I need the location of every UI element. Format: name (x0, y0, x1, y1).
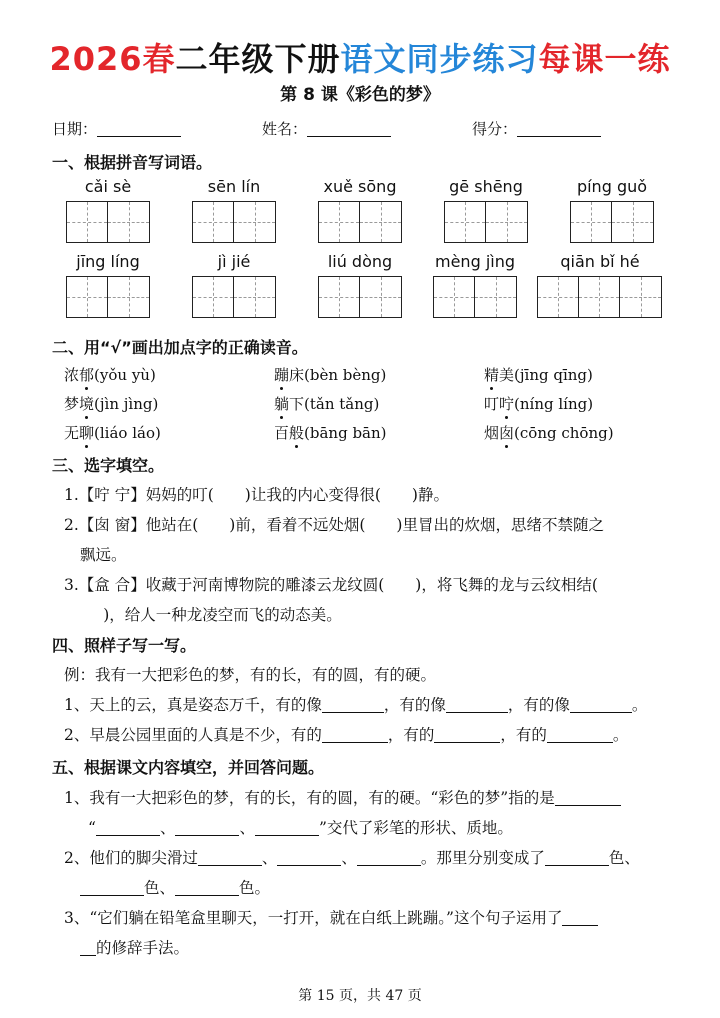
date-blank[interactable] (97, 120, 181, 137)
pinyin-label: qiān bǐ hé (560, 252, 640, 271)
pinyin-options[interactable]: (jīng qīng) (514, 366, 593, 384)
dotted-char: 精 (484, 366, 500, 384)
score-blank[interactable] (517, 120, 601, 137)
pinyin-options[interactable]: (yǒu yù) (94, 366, 156, 384)
answer-blank[interactable] (175, 879, 239, 896)
answer-blank[interactable] (547, 726, 613, 743)
dotted-char: 躺 (274, 395, 290, 413)
reading-item[interactable]: 梦境(jìn jìng) (64, 395, 159, 413)
reading-item[interactable]: 躺下(tǎn tǎng) (274, 395, 380, 413)
fill-question[interactable]: 1.【咛 宁】妈妈的叮( )让我的内心变得很( )静。 (64, 486, 449, 504)
dotted-char: 聊 (79, 424, 95, 442)
writing-grid[interactable] (444, 201, 528, 243)
answer-blank[interactable] (96, 819, 160, 836)
dotted-char: 般 (289, 424, 305, 442)
answer-blank[interactable] (357, 849, 421, 866)
section-2-title: 二、用“√”画出加点字的正确读音。 (52, 338, 308, 357)
reading-item[interactable]: 蹦床(bèn bèng) (274, 366, 387, 384)
pinyin-label: jīng líng (76, 252, 140, 271)
name-label: 姓名： (262, 120, 308, 138)
writing-grid[interactable] (318, 201, 402, 243)
dotted-char: 囱 (499, 424, 515, 442)
reading-item[interactable]: 烟囱(cōng chōng) (484, 424, 614, 442)
section-1-title: 一、根据拼音写词语。 (52, 153, 213, 172)
reading-question[interactable]: 2、他们的脚尖滑过 、 、 。那里分别变成了 色、 (64, 849, 640, 867)
reading-item[interactable]: 叮咛(níng líng) (484, 395, 594, 413)
pinyin-label: xuě sōng (323, 177, 397, 196)
page-number: 第 15 页，共 47 页 (298, 988, 422, 1004)
answer-blank[interactable] (570, 696, 632, 713)
reading-question-cont[interactable]: 色、 色。 (80, 876, 270, 898)
pinyin-options[interactable]: (tǎn tǎng) (304, 395, 380, 413)
char-choice: 【咛 宁】 (78, 486, 146, 504)
char-choice: 【盒 合】 (78, 576, 146, 594)
dotted-char: 境 (79, 395, 95, 413)
reading-item[interactable]: 百般(bāng bān) (274, 424, 387, 442)
answer-blank[interactable] (322, 726, 388, 743)
example-sentence: 例：我有一大把彩色的梦，有的长，有的圆，有的硬。 (64, 666, 437, 684)
reading-question[interactable]: 3、“它们躺在铅笔盒里聊天，一打开，就在白纸上跳蹦。”这个句子运用了 (64, 906, 598, 928)
pinyin-options[interactable]: (bāng bān) (304, 424, 387, 442)
pinyin-options[interactable]: (jìn jìng) (94, 395, 159, 413)
title-subject: 语文同步练习 (340, 40, 539, 78)
dotted-char: 蹦 (274, 366, 290, 384)
title-daily: 每课一练 (538, 40, 671, 78)
fill-question-cont: 飘远。 (80, 546, 127, 564)
reading-question-cont[interactable]: “ 、 、 ”交代了彩笔的形状、质地。 (88, 819, 513, 837)
section-4-title: 四、照样子写一写。 (52, 636, 197, 655)
answer-blank[interactable] (80, 939, 96, 956)
date-field[interactable] (52, 118, 181, 139)
date-label: 日期： (52, 120, 98, 138)
writing-grid[interactable] (537, 276, 662, 318)
pinyin-label: gē shēng (449, 177, 523, 196)
char-choice: 【囱 窗】 (78, 516, 146, 534)
writing-grid[interactable] (192, 201, 276, 243)
fill-question[interactable]: 3.【盒 合】收藏于河南博物院的雕漆云龙纹圆( )，将飞舞的龙与云纹相结( (64, 576, 598, 594)
name-field[interactable] (262, 118, 391, 139)
answer-blank[interactable] (555, 789, 621, 806)
answer-blank[interactable] (562, 909, 598, 926)
writing-grid[interactable] (192, 276, 276, 318)
answer-blank[interactable] (175, 819, 239, 836)
pinyin-options[interactable]: (níng líng) (514, 395, 594, 413)
answer-blank[interactable] (322, 696, 384, 713)
answer-blank[interactable] (446, 696, 508, 713)
answer-blank[interactable] (198, 849, 262, 866)
answer-blank[interactable] (277, 849, 341, 866)
imitation-question[interactable]: 2、早晨公园里面的人真是不少，有的 ，有的 ，有的 。 (64, 726, 629, 744)
reading-item[interactable]: 浓郁(yǒu yù) (64, 366, 156, 384)
pinyin-label: liú dòng (327, 252, 393, 271)
dotted-char: 郁 (79, 366, 95, 384)
score-label: 得分： (472, 120, 518, 138)
title-spring: 春 (142, 40, 176, 78)
writing-grid[interactable] (570, 201, 654, 243)
pinyin-label: mèng jìng (435, 252, 515, 271)
answer-blank[interactable] (255, 819, 319, 836)
title-grade: 二年级下册 (175, 40, 341, 78)
answer-blank[interactable] (545, 849, 609, 866)
pinyin-options[interactable]: (bèn bèng) (304, 366, 387, 384)
lesson-subtitle: 第 8 课《彩色的梦》 (280, 85, 440, 105)
name-blank[interactable] (307, 120, 391, 137)
reading-question-cont[interactable]: 的修辞手法。 (80, 936, 189, 958)
reading-item[interactable]: 无聊(liáo láo) (64, 424, 161, 442)
pinyin-label: sēn lín (207, 177, 261, 196)
reading-question[interactable]: 1、我有一大把彩色的梦，有的长，有的圆，有的硬。“彩色的梦”指的是 (64, 786, 621, 808)
fill-question-cont: )，给人一种龙凌空而飞的动态美。 (103, 606, 342, 624)
dotted-char: 咛 (499, 395, 515, 413)
pinyin-options[interactable]: (cōng chōng) (514, 424, 614, 442)
title-year: 2026 (49, 40, 143, 78)
score-field[interactable] (472, 118, 601, 139)
pinyin-label: píng guǒ (576, 177, 648, 196)
page-title (0, 34, 720, 80)
answer-blank[interactable] (434, 726, 500, 743)
writing-grid[interactable] (66, 201, 150, 243)
answer-blank[interactable] (80, 879, 144, 896)
pinyin-options[interactable]: (liáo láo) (94, 424, 161, 442)
section-5-title: 五、根据课文内容填空，并回答问题。 (52, 758, 325, 777)
writing-grid[interactable] (433, 276, 517, 318)
writing-grid[interactable] (318, 276, 402, 318)
pinyin-label: cǎi sè (84, 177, 132, 196)
writing-grid[interactable] (66, 276, 150, 318)
imitation-question[interactable]: 1、天上的云，真是姿态万千，有的像 ，有的像 ，有的像 。 (64, 696, 648, 714)
pinyin-label: jì jié (217, 252, 251, 271)
reading-item[interactable]: 精美(jīng qīng) (484, 366, 593, 384)
section-3-title: 三、选字填空。 (52, 456, 165, 475)
fill-question[interactable]: 2.【囱 窗】他站在( )前，看着不远处烟( )里冒出的炊烟，思绪不禁随之 (64, 516, 604, 534)
